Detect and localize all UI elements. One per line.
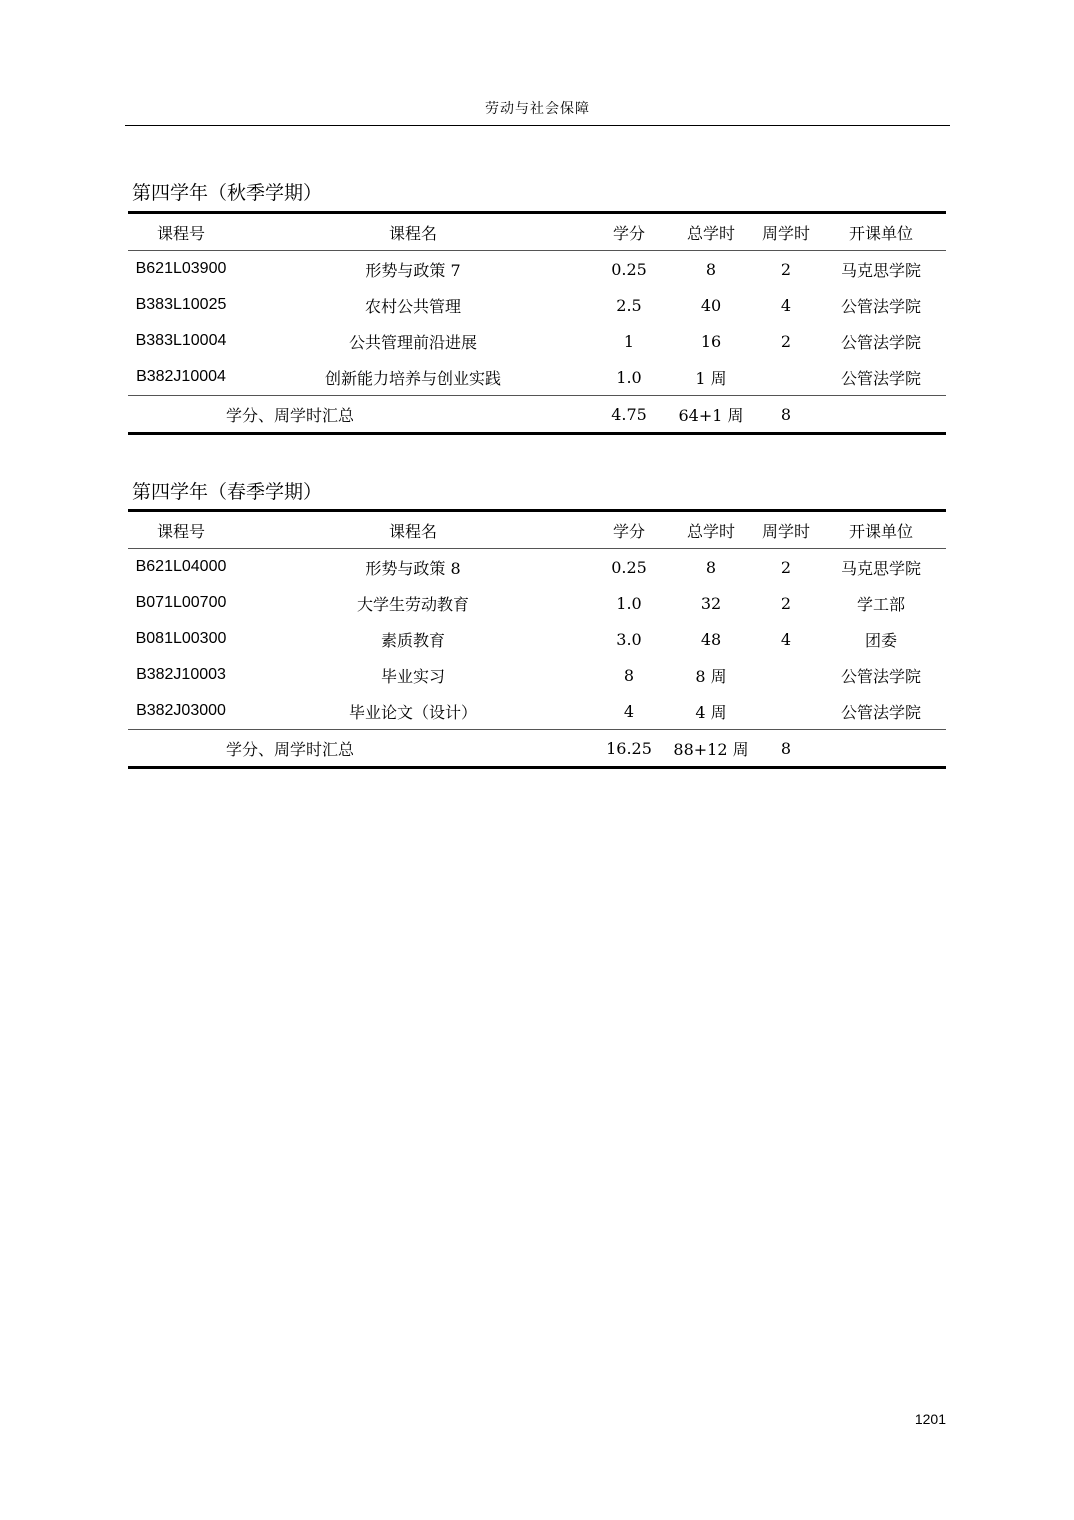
department: 学工部 bbox=[856, 594, 905, 614]
department: 公管法学院 bbox=[840, 702, 921, 722]
header-title: 劳动与社会保障 bbox=[485, 101, 590, 117]
department: 公管法学院 bbox=[840, 666, 921, 686]
weekly-hours: 4 bbox=[780, 629, 792, 649]
section-title-spring: 第四学年（春季学期） bbox=[132, 481, 323, 503]
table-row bbox=[128, 693, 946, 730]
total-hours: 4 周 bbox=[695, 702, 727, 722]
running-header bbox=[125, 98, 950, 126]
table-row bbox=[128, 359, 946, 396]
department: 公管法学院 bbox=[840, 296, 921, 316]
department: 团委 bbox=[864, 630, 897, 650]
course-code: B621L03900 bbox=[135, 260, 227, 277]
total-hours: 8 bbox=[705, 259, 717, 279]
department: 公管法学院 bbox=[840, 368, 921, 388]
credits: 4 bbox=[623, 701, 635, 721]
table-row bbox=[128, 549, 946, 586]
col-header-name: 课程名 bbox=[388, 223, 437, 243]
credits: 0.25 bbox=[611, 557, 647, 577]
total-hours: 48 bbox=[700, 629, 722, 649]
col-header-credits: 学分 bbox=[612, 521, 645, 541]
table-row bbox=[128, 621, 946, 657]
col-header-weekly-hours: 周学时 bbox=[761, 223, 810, 243]
credits: 0.25 bbox=[611, 259, 647, 279]
course-name: 公共管理前沿进展 bbox=[348, 332, 477, 352]
table-row bbox=[128, 585, 946, 621]
credits: 2.5 bbox=[616, 295, 642, 315]
summary-row bbox=[128, 730, 946, 768]
course-name: 毕业实习 bbox=[380, 666, 445, 686]
weekly-hours: 2 bbox=[780, 593, 792, 613]
credits: 1 bbox=[623, 331, 635, 351]
table-row bbox=[128, 287, 946, 323]
weekly-hours: 2 bbox=[780, 557, 792, 577]
summary-total-hours: 64+1 周 bbox=[678, 405, 744, 425]
table-row bbox=[128, 251, 946, 288]
col-header-credits: 学分 bbox=[612, 223, 645, 243]
table-header-row bbox=[128, 213, 946, 251]
col-header-code: 课程号 bbox=[156, 223, 205, 243]
col-header-weekly-hours: 周学时 bbox=[761, 521, 810, 541]
course-name: 农村公共管理 bbox=[364, 296, 461, 316]
summary-weekly-hours: 8 bbox=[780, 404, 792, 424]
course-code: B383L10004 bbox=[135, 332, 227, 349]
weekly-hours: 2 bbox=[780, 331, 792, 351]
course-code: B382J03000 bbox=[136, 702, 226, 719]
col-header-total-hours: 总学时 bbox=[686, 223, 735, 243]
summary-label: 学分、周学时汇总 bbox=[225, 739, 354, 759]
course-name: 创新能力培养与创业实践 bbox=[324, 368, 501, 388]
course-table-autumn bbox=[128, 211, 946, 435]
summary-total-hours: 88+12 周 bbox=[673, 739, 749, 759]
summary-row bbox=[128, 396, 946, 434]
credits: 3.0 bbox=[616, 629, 642, 649]
summary-credits: 4.75 bbox=[611, 404, 647, 424]
summary-empty bbox=[816, 396, 946, 434]
total-hours: 8 周 bbox=[695, 666, 727, 686]
course-name: 大学生劳动教育 bbox=[356, 594, 469, 614]
table-row bbox=[128, 657, 946, 693]
page-number: 1201 bbox=[914, 1411, 946, 1427]
summary-weekly-hours: 8 bbox=[780, 738, 792, 758]
section-title-autumn: 第四学年（秋季学期） bbox=[132, 182, 323, 204]
credits: 1.0 bbox=[616, 367, 642, 387]
course-name: 毕业论文（设计） bbox=[348, 702, 477, 722]
summary-label: 学分、周学时汇总 bbox=[225, 405, 354, 425]
col-header-department: 开课单位 bbox=[848, 521, 913, 541]
department: 公管法学院 bbox=[840, 332, 921, 352]
total-hours: 32 bbox=[700, 593, 722, 613]
weekly-hours bbox=[756, 359, 816, 396]
total-hours: 16 bbox=[700, 331, 722, 351]
table-header-row bbox=[128, 511, 946, 549]
summary-credits: 16.25 bbox=[606, 738, 652, 758]
course-code: B382J10004 bbox=[136, 368, 226, 385]
weekly-hours bbox=[756, 657, 816, 693]
course-name: 形势与政策 8 bbox=[365, 558, 461, 578]
total-hours: 40 bbox=[700, 295, 722, 315]
total-hours: 1 周 bbox=[695, 368, 727, 388]
col-header-total-hours: 总学时 bbox=[686, 521, 735, 541]
total-hours: 8 bbox=[705, 557, 717, 577]
credits: 1.0 bbox=[616, 593, 642, 613]
col-header-code: 课程号 bbox=[156, 521, 205, 541]
department: 马克思学院 bbox=[840, 558, 921, 578]
course-name: 形势与政策 7 bbox=[365, 260, 461, 280]
course-code: B621L04000 bbox=[135, 558, 227, 575]
course-code: B071L00700 bbox=[135, 594, 227, 611]
weekly-hours bbox=[756, 693, 816, 730]
credits: 8 bbox=[623, 665, 635, 685]
col-header-department: 开课单位 bbox=[848, 223, 913, 243]
course-code: B383L10025 bbox=[135, 296, 227, 313]
course-code: B382J10003 bbox=[136, 666, 226, 683]
col-header-name: 课程名 bbox=[388, 521, 437, 541]
weekly-hours: 4 bbox=[780, 295, 792, 315]
course-name: 素质教育 bbox=[380, 630, 445, 650]
course-code: B081L00300 bbox=[135, 630, 227, 647]
summary-empty bbox=[816, 730, 946, 768]
table-row bbox=[128, 323, 946, 359]
course-table-spring bbox=[128, 509, 946, 769]
weekly-hours: 2 bbox=[780, 259, 792, 279]
department: 马克思学院 bbox=[840, 260, 921, 280]
